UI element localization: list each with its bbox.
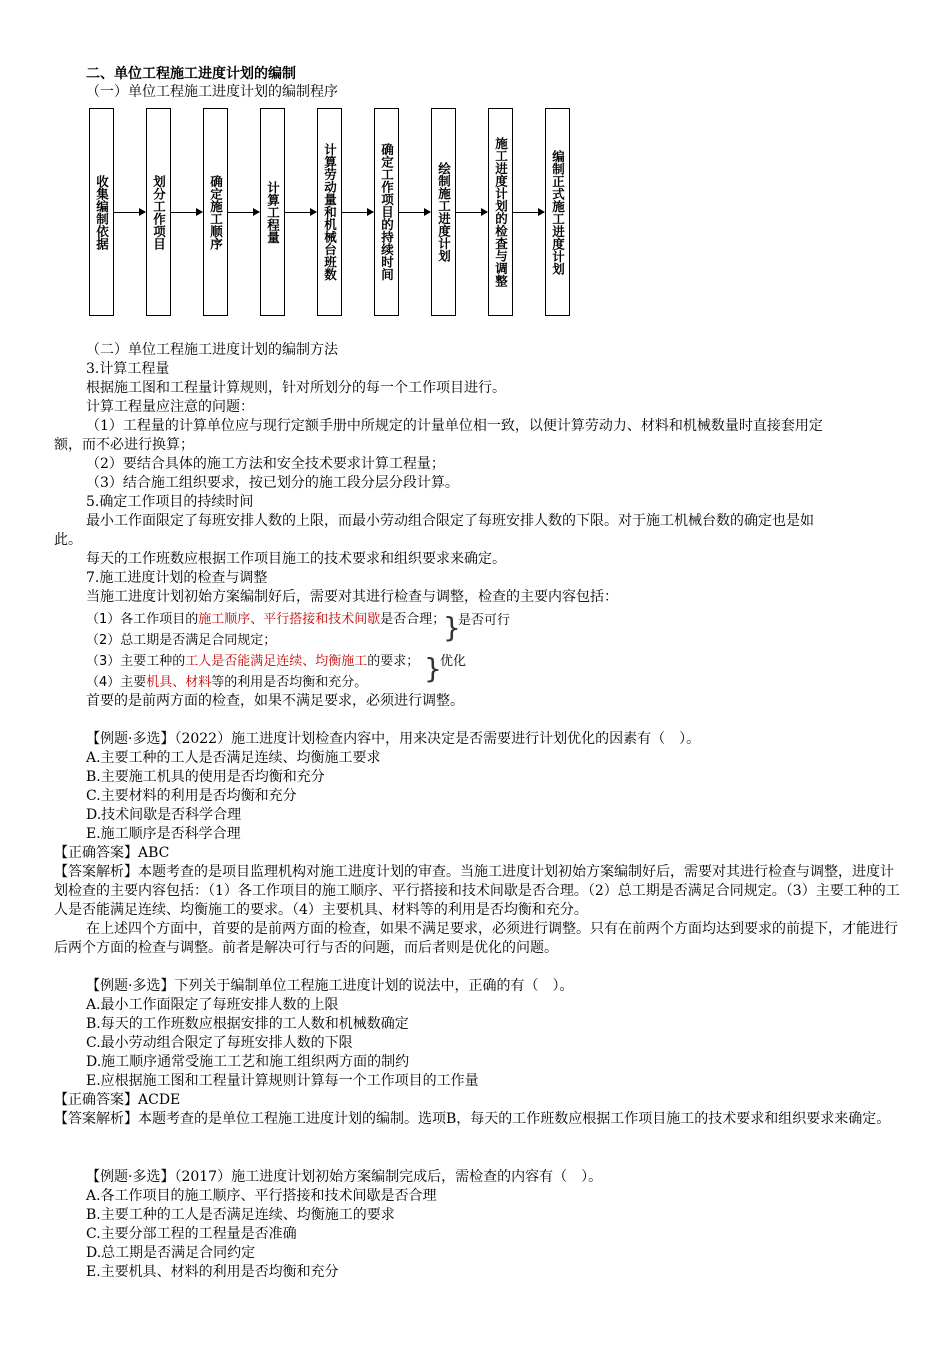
flow-step: 收集编制依据: [89, 108, 114, 316]
example-option: C.最小劳动组合限定了每班安排人数的下限: [86, 1035, 353, 1051]
example-option: D.总工期是否满足合同约定: [86, 1245, 256, 1261]
flow-step: 计算劳动量和机械台班数: [317, 108, 342, 316]
example-question: 【例题·多选】下列关于编制单位工程施工进度计划的说法中，正确的有（ ）。: [86, 978, 574, 994]
example-option: C.主要分部工程的工程量是否准确: [86, 1226, 297, 1242]
check-item-1: （1）各工作项目的施工顺序、平行搭接和技术间歇是否合理；: [86, 612, 446, 627]
list-item-cont: 额，而不必进行换算；: [54, 437, 194, 453]
flow-step: 划分工作项目: [146, 108, 171, 316]
subsection-title-method: （二）单位工程施工进度计划的编制方法: [86, 342, 338, 358]
example-option: B.每天的工作班数应根据安排的工人数和机械数确定: [86, 1016, 409, 1032]
brace-label-optimize: 优化: [440, 654, 467, 669]
subsection-title-procedure: （一）单位工程施工进度计划的编制程序: [86, 84, 338, 100]
heading-7: 7.施工进度计划的检查与调整: [86, 570, 268, 586]
example-option: A.主要工种的工人是否满足连续、均衡施工要求: [86, 750, 381, 766]
flow-step: 确定施工顺序: [203, 108, 228, 316]
flow-arrow: [399, 212, 430, 213]
flow-arrow: [171, 212, 202, 213]
paragraph: 最小工作面限定了每班安排人数的上限，而最小劳动组合限定了每班安排人数的下限。对于施工机械台数的确定也是如: [86, 513, 814, 529]
check-item-2: （2）总工期是否满足合同规定；: [86, 633, 277, 648]
flow-arrow: [342, 212, 373, 213]
flow-arrow: [285, 212, 316, 213]
example-explanation: 【答案解析】本题考查的是项目监理机构对施工进度计划的审查。当施工进度计划初始方案编制好后，需要对其进行检查与调整，进度计划检查的主要内容包括：（1）各工作项目的施工顺序、平行搭接和技术间歇是否合理。（2）总工期是否满足合同规定。（3）主要工种的工人是否能满足连续、均衡施工的要求。（4）主要机具、材料等的利用是否均衡和充分。: [54, 864, 900, 918]
example-answer: 【正确答案】ABC: [54, 845, 170, 861]
example-option: D.技术间歇是否科学合理: [86, 807, 242, 823]
brace-label-feasible: 是否可行: [458, 613, 511, 628]
example-option: A.各工作项目的施工顺序、平行搭接和技术间歇是否合理: [86, 1188, 437, 1204]
flow-arrow: [228, 212, 259, 213]
paragraph: 计算工程量应注意的问题：: [86, 399, 254, 415]
example-option: E.施工顺序是否科学合理: [86, 826, 241, 842]
flow-step: 编制正式施工进度计划: [545, 108, 570, 316]
flow-step: 施工进度计划的检查与调整: [488, 108, 513, 316]
flow-arrow: [114, 212, 145, 213]
check-item-3: （3）主要工种的工人是否能满足连续、均衡施工的要求；: [86, 654, 420, 669]
paragraph-cont: 此。: [54, 532, 82, 548]
flow-arrow: [456, 212, 487, 213]
flow-step: 绘制施工进度计划: [431, 108, 456, 316]
example-explanation: 【答案解析】本题考查的是单位工程施工进度计划的编制。选项B，每天的工作班数应根据工作项目施工的技术要求和组织要求来确定。: [54, 1111, 891, 1127]
list-item: （1）工程量的计算单位应与现行定额手册中所规定的计量单位相一致，以便计算劳动力、材料和机械数量时直接套用定: [86, 418, 823, 434]
paragraph: 当施工进度计划初始方案编制好后，需要对其进行检查与调整，检查的主要内容包括：: [86, 589, 618, 605]
example-question: 【例题·多选】（2017）施工进度计划初始方案编制完成后，需检查的内容有（ ）。: [86, 1169, 603, 1185]
paragraph: 根据施工图和工程量计算规则，针对所划分的每一个工作项目进行。: [86, 380, 506, 396]
example-option: D.施工顺序通常受施工工艺和施工组织两方面的制约: [86, 1054, 410, 1070]
example-option: E.应根据施工图和工程量计算规则计算每一个工作项目的工作量: [86, 1073, 479, 1089]
example-option: C.主要材料的利用是否均衡和充分: [86, 788, 297, 804]
example-option: E.主要机具、材料的利用是否均衡和充分: [86, 1264, 339, 1280]
brace-icon: }: [443, 611, 461, 644]
heading-5: 5.确定工作项目的持续时间: [86, 494, 254, 510]
example-option: A.最小工作面限定了每班安排人数的上限: [86, 997, 339, 1013]
example-explanation: 在上述四个方面中，首要的是前两方面的检查，如果不满足要求，必须进行调整。只有在前两个方面均达到要求的前提下，才能进行后两个方面的检查与调整。前者是解决可行与否的问题，而后者则是优化的问题。: [54, 921, 898, 956]
example-answer: 【正确答案】ACDE: [54, 1092, 181, 1108]
example-option: B.主要工种的工人是否满足连续、均衡施工的要求: [86, 1207, 395, 1223]
list-item: （2）要结合具体的施工方法和安全技术要求计算工程量；: [86, 456, 445, 472]
list-item: （3）结合施工组织要求，按已划分的施工段分层分段计算。: [86, 475, 459, 491]
section-title: 二、单位工程施工进度计划的编制: [86, 66, 296, 82]
flow-step: 计算工程量: [260, 108, 285, 316]
heading-3: 3.计算工程量: [86, 361, 170, 377]
paragraph: 每天的工作班数应根据工作项目施工的技术要求和组织要求来确定。: [86, 551, 506, 567]
example-option: B.主要施工机具的使用是否均衡和充分: [86, 769, 325, 785]
flow-arrow: [513, 212, 544, 213]
flow-step: 确定工作项目的持续时间: [374, 108, 399, 316]
brace-icon: }: [424, 652, 442, 685]
paragraph: 首要的是前两方面的检查，如果不满足要求，必须进行调整。: [86, 693, 464, 709]
example-question: 【例题·多选】（2022）施工进度计划检查内容中，用来决定是否需要进行计划优化的因素有（ ）。: [86, 731, 701, 747]
check-item-4: （4）主要机具、材料等的利用是否均衡和充分。: [86, 675, 368, 690]
